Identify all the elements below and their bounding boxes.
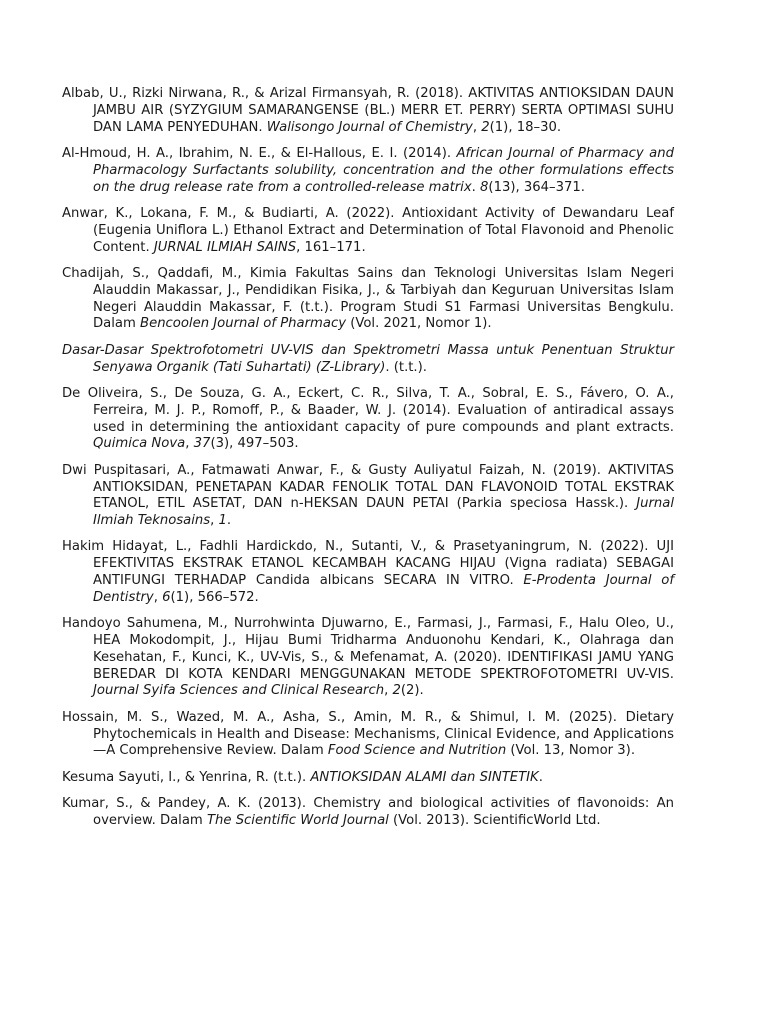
reference-volume: 2 [481, 119, 490, 135]
reference-volume: 37 [193, 436, 211, 452]
reference-text: , [210, 513, 219, 529]
reference-text: , [384, 683, 393, 699]
reference-entry [62, 616, 674, 700]
reference-text: Kumar, S., & Pandey, A. K. (2013). Chemistry and biological activities of flavonoids: An overview. Dalam [62, 796, 674, 829]
reference-text: , [185, 436, 194, 452]
reference-text: , [153, 589, 163, 605]
reference-volume: 2 [392, 683, 401, 699]
reference-volume: 8 [480, 179, 489, 195]
reference-italic: African Journal of Pharmacy and Pharmacology Surfactants solubility, concentration and the other formulations effects on the drug release rate from a controlled-release matrix [93, 145, 674, 195]
reference-text: Hakim Hidayat, L., Fadhli Hardickdo, N., Sutanti, V., & Prasetyaningrum, N. (2022). UJI EFEKTIVITAS EKSTRAK ETANOL KECAMBAH KACANG HIJAU (Vigna radiata) SEBAGAI ANTIFUNGI TERHADAP Candida albicans SECARA IN VITRO. [62, 539, 674, 589]
reference-entry [62, 386, 674, 453]
reference-italic: Quimica Nova [93, 436, 186, 452]
reference-text: (1), 566–572. [170, 589, 259, 605]
reference-text: Chadijah, S., Qaddafi, M., Kimia Fakultas Sains dan Teknologi Universitas Islam Negeri Alauddin Makassar, J., Pendidikan Fisika, J., & Tarbiyah dan Keguruan Universitas Islam Negeri Alauddin Makassar, F. (t.t.). Program Studi S1 Farmasi Universitas Bengkulu. Dalam [62, 265, 674, 332]
reference-entry [62, 206, 674, 256]
reference-italic: Bencoolen Journal of Pharmacy [140, 316, 346, 332]
reference-text: (Vol. 13, Nomor 3). [506, 743, 636, 759]
reference-text: (13), 364–371. [488, 179, 586, 195]
reference-italic: ANTIOKSIDAN ALAMI dan SINTETIK [310, 769, 539, 785]
reference-text: Anwar, K., Lokana, F. M., & Budiarti, A. (2022). Antioxidant Activity of Dewandaru Leaf (Eugenia Uniflora L.) Ethanol Extract and Determination of Total Flavonoid and Phenolic Content. [62, 205, 674, 255]
reference-text: , [472, 119, 482, 135]
reference-entry [62, 770, 674, 787]
reference-entry [62, 463, 674, 530]
reference-text: (3), 497–503. [210, 436, 299, 452]
reference-entry [62, 86, 674, 136]
reference-text: . (t.t.). [385, 359, 427, 375]
reference-text: (1), 18–30. [489, 119, 562, 135]
reference-text: De Oliveira, S., De Souza, G. A., Eckert, C. R., Silva, T. A., Sobral, E. S., Fávero, O. A., Ferreira, M. J. P., Romoff, P., & Baader, W. J. (2014). Evaluation of antiradical assays used in determining the antioxidant capacity of pure compounds and plant extracts. [62, 385, 674, 435]
reference-text: Al-Hmoud, H. A., Ibrahim, N. E., & El-Hallous, E. I. (2014). [62, 145, 457, 161]
reference-entry [62, 796, 674, 830]
reference-text: (2). [400, 683, 424, 699]
reference-text: Dwi Puspitasari, A., Fatmawati Anwar, F., & Gusty Auliyatul Faizah, N. (2019). AKTIVITAS ANTIOKSIDAN, PENETAPAN KADAR FENOLIK TOTAL DAN FLAVONOID TOTAL EKSTRAK ETANOL, ETIL ASETAT, DAN n-HEKSAN DAUN PETAI (Parkia speciosa Hassk.). [62, 462, 674, 512]
reference-text: Kesuma Sayuti, I., & Yenrina, R. (t.t.). [62, 769, 311, 785]
reference-italic: JURNAL ILMIAH SAINS [153, 239, 297, 255]
reference-volume: 6 [162, 589, 171, 605]
reference-text: . [538, 769, 543, 785]
reference-italic: Jurnal Ilmiah Teknosains [93, 496, 674, 529]
reference-text: Albab, U., Rizki Nirwana, R., & Arizal Firmansyah, R. (2018). AKTIVITAS ANTIOKSIDAN DAUN JAMBU AIR (SYZYGIUM SAMARANGENSE (BL.) MERR ET. PERRY) SERTA OPTIMASI SUHU DAN LAMA PENYEDUHAN. [62, 86, 674, 135]
reference-entry [62, 343, 674, 377]
reference-italic: Food Science and Nutrition [327, 743, 507, 759]
reference-list [62, 86, 674, 839]
reference-entry [62, 710, 674, 760]
reference-text: Handoyo Sahumena, M., Nurrohwinta Djuwarno, E., Farmasi, J., Farmasi, F., Halu Oleo, U., HEA Mokodompit, J., Hijau Bumi Tridharma Anduonohu Kendari, K., Olahraga dan Kesehatan, F., Kunci, K., UV-Vis, S., & Mefenamat, A. (2020). IDENTIFIKASI JAMU YANG BEREDAR DI KOTA KENDARI MENGGUNAKAN METODE SPEKTROFOTOMETRI UV-VIS. [62, 616, 674, 682]
reference-entry [62, 539, 674, 606]
reference-text: , 161–171. [296, 239, 366, 255]
reference-text: . [226, 513, 232, 529]
reference-volume: 1 [218, 513, 227, 529]
reference-italic: Journal Syifa Sciences and Clinical Research [93, 683, 385, 699]
reference-text: Hossain, M. S., Wazed, M. A., Asha, S., Amin, M. R., & Shimul, I. M. (2025). Dietary Phytochemicals in Health and Disease: Mechanisms, Clinical Evidence, and Applications—A Comprehensive Review. Dalam [62, 709, 674, 759]
reference-italic: Dasar-Dasar Spektrofotometri UV-VIS dan Spektrometri Massa untuk Penentuan Struktur Senyawa Organik (Tati Suhartati) (Z-Library) [62, 342, 674, 375]
reference-text: (Vol. 2013). ScientificWorld Ltd. [388, 813, 601, 829]
reference-italic: E-Prodenta Journal of Dentistry [93, 573, 674, 605]
reference-entry [62, 146, 674, 196]
reference-entry [62, 266, 674, 333]
reference-italic: The Scientific World Journal [206, 813, 389, 829]
reference-text: (Vol. 2021, Nomor 1). [346, 316, 492, 332]
reference-italic: Walisongo Journal of Chemistry [266, 119, 473, 135]
reference-text: . [471, 179, 481, 195]
